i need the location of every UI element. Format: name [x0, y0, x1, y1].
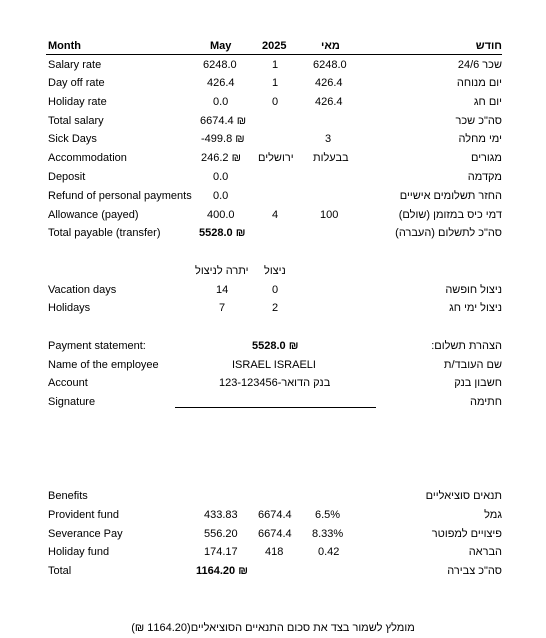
row-count: 4 [272, 209, 279, 221]
signature-line [175, 407, 376, 408]
row-value: -499.8 ₪ [201, 133, 245, 145]
employee-name: ISRAEL ISRAELI [232, 359, 316, 371]
benefit-rate: 0.42 [318, 546, 340, 558]
row-value: 400.0 [207, 209, 235, 221]
row-label-he: דמי כיס במזומן (שולם) [398, 209, 502, 221]
row-label-he: מגורים [470, 152, 502, 164]
benefit-base: 418 [265, 546, 284, 558]
benefits-total-label-en: Total [48, 565, 72, 577]
row-label-en: Vacation days [48, 284, 117, 296]
vacation-row [0, 299, 546, 317]
row-label-he: שכר 24/6 [457, 59, 502, 71]
benefits-row [0, 543, 546, 561]
employee-label-he: שם העובד/ת [443, 359, 502, 371]
row-label-en: Salary rate [48, 59, 102, 71]
salary-row [0, 112, 546, 130]
row-label-en: Severance Pay [48, 528, 123, 540]
month-value-en: May [210, 40, 232, 52]
salary-row [0, 93, 546, 111]
vacation-used: 2 [272, 302, 279, 314]
vacation-balance: 7 [219, 302, 226, 314]
header-row [0, 37, 546, 55]
employee-label-en: Name of the employee [48, 359, 159, 371]
account-label-en: Account [48, 377, 88, 389]
row-label-he: יום מנוחה [456, 77, 502, 89]
row-label-en: Accommodation [48, 152, 127, 164]
benefit-base: 6674.4 [258, 528, 292, 540]
vacation-used: 0 [272, 284, 279, 296]
row-label-he: ניצול ימי חג [449, 302, 502, 314]
vacation-used-header: ניצול [264, 265, 286, 277]
row-value: 5528.0 ₪ [199, 227, 246, 239]
row-label-en: Day off rate [48, 77, 105, 89]
row-value: 6674.4 ₪ [200, 115, 247, 127]
account-number: בנק הדואר-123-123456 [219, 377, 331, 389]
payment-statement-label-he: הצהרת תשלום: [431, 340, 502, 352]
row-label-en: Holiday rate [48, 96, 107, 108]
row-label-he: פיצויים למפוטר [431, 528, 502, 540]
row-value: 0.0 [213, 190, 229, 202]
signature-row [0, 393, 546, 411]
benefit-amount: 174.17 [204, 546, 238, 558]
benefits-row [0, 525, 546, 543]
salary-row [0, 206, 546, 224]
row-label-en: Holiday fund [48, 546, 110, 558]
month-value-he: מאי [321, 40, 340, 52]
benefit-base: 6674.4 [258, 509, 292, 521]
row-rate: 6248.0 [313, 59, 347, 71]
signature-label-he: חתימה [469, 396, 502, 408]
account-row [0, 374, 546, 392]
vacation-row [0, 281, 546, 299]
salary-row [0, 149, 546, 167]
row-label-en: Holidays [48, 302, 91, 314]
salary-row [0, 130, 546, 148]
benefits-total-row [0, 562, 546, 580]
salary-row [0, 168, 546, 186]
row-count: 0 [272, 96, 279, 108]
vacation-balance-header: יתרה לניצול [195, 265, 249, 277]
account-label-he: חשבון בנק [454, 377, 502, 389]
row-count: 1 [272, 59, 279, 71]
salary-row [0, 74, 546, 92]
row-label-he: ניצול חופשה [445, 284, 502, 296]
row-label-en: Sick Days [48, 133, 97, 145]
benefits-row [0, 506, 546, 524]
row-label-he: סה"כ לתשלום (העברה) [395, 227, 502, 239]
row-value: 426.4 [207, 77, 235, 89]
row-rate: 426.4 [315, 77, 343, 89]
footer-note: מומלץ לשמור בצד את סכום התנאיים הסוציאליים(1164.20 ₪) [131, 622, 415, 634]
row-label-en: Allowance (payed) [48, 209, 139, 221]
row-label-en: Total salary [48, 115, 104, 127]
row-label-en: Provident fund [48, 509, 119, 521]
row-label-en: Total payable (transfer) [48, 227, 161, 239]
vacation-balance: 14 [216, 284, 229, 296]
salary-row [0, 187, 546, 205]
row-value: 246.2 ₪ [201, 152, 241, 164]
benefit-rate: 6.5% [315, 509, 341, 521]
row-label-he: גמל [484, 509, 502, 521]
month-label-en: Month [48, 40, 81, 52]
benefits-total-label-he: סה"כ צבירה [447, 565, 502, 577]
header-rule [46, 54, 502, 55]
row-label-he: ימי מחלה [458, 133, 502, 145]
row-label-he: מקדמה [467, 171, 502, 183]
employee-row [0, 356, 546, 374]
row-rate: 426.4 [315, 96, 343, 108]
row-label-he: יום חג [473, 96, 502, 108]
benefits-title-he: תנאים סוציאליים [425, 490, 502, 502]
row-label-en: Refund of personal payments [48, 190, 192, 202]
signature-label-en: Signature [48, 396, 96, 408]
benefits-title-en: Benefits [48, 490, 88, 502]
year-value: 2025 [262, 40, 287, 52]
row-label-he: סה"כ שכר [455, 115, 502, 127]
month-label-he: חודש [475, 40, 502, 52]
row-value: 0.0 [213, 96, 229, 108]
row-rate: 100 [320, 209, 339, 221]
benefit-amount: 556.20 [204, 528, 238, 540]
row-value: 6248.0 [203, 59, 237, 71]
benefit-amount: 433.83 [204, 509, 238, 521]
row-label-he: הבראה [468, 546, 502, 558]
row-rate: בבעלות [313, 152, 349, 164]
payment-statement-value: 5528.0 ₪ [252, 340, 299, 352]
vacation-header-row [0, 262, 546, 280]
salary-row [0, 56, 546, 74]
row-count: 1 [272, 77, 279, 89]
row-count: ירושלים [258, 152, 294, 164]
payment-statement-label-en: Payment statement: [48, 340, 146, 352]
row-rate: 3 [325, 133, 332, 145]
benefits-title-row [0, 487, 546, 505]
row-value: 0.0 [213, 171, 229, 183]
benefit-rate: 8.33% [312, 528, 344, 540]
row-label-he: החזר תשלומים אישיים [399, 190, 502, 202]
salary-row [0, 224, 546, 242]
benefits-total-value: 1164.20 ₪ [196, 565, 248, 577]
row-label-en: Deposit [48, 171, 86, 183]
payment-statement-row [0, 337, 546, 355]
